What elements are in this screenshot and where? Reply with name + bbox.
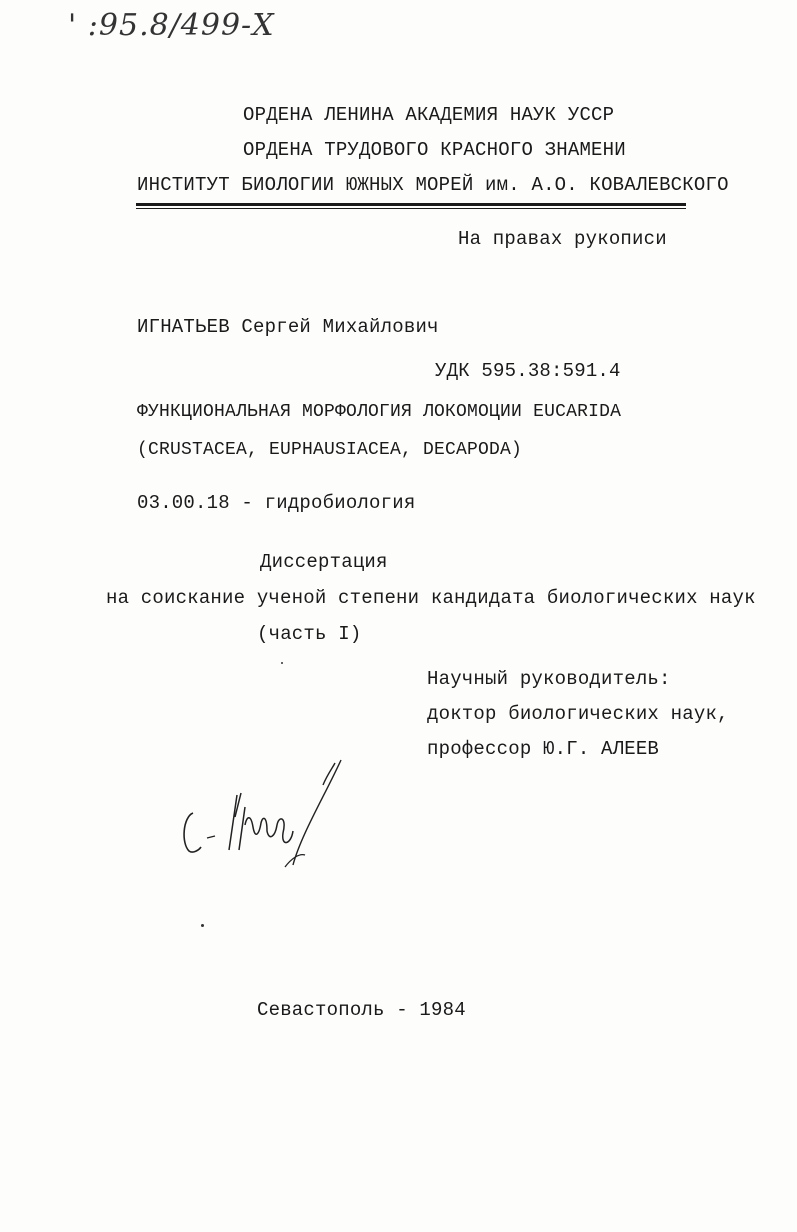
- header-line-1: ОРДЕНА ЛЕНИНА АКАДЕМИЯ НАУК УССР: [243, 104, 615, 126]
- author-name: ИГНАТЬЕВ Сергей Михайлович: [137, 316, 439, 338]
- signature-stroke: [184, 813, 201, 852]
- title-line-1: ФУНКЦИОНАЛЬНАЯ МОРФОЛОГИЯ ЛОКОМОЦИИ EUCARIDA: [137, 402, 622, 422]
- place-and-year: Севастополь - 1984: [257, 999, 466, 1021]
- dissertation-part: (часть I): [257, 623, 362, 645]
- supervisor-label: Научный руководитель:: [427, 668, 671, 690]
- udc-code: УДК 595.38:591.4: [435, 360, 621, 382]
- signature-stroke: [293, 760, 341, 865]
- signature-stroke: [229, 793, 245, 850]
- speck: [201, 924, 204, 927]
- archive-number: ' :95.8/499-Х: [68, 8, 275, 43]
- supervisor-name: профессор Ю.Г. АЛЕЕВ: [427, 738, 660, 760]
- header-line-3: ИНСТИТУТ БИОЛОГИИ ЮЖНЫХ МОРЕЙ им. А.О. КОВАЛЕВСКОГО: [137, 174, 729, 196]
- header-rule-thin: [136, 208, 686, 209]
- author-signature: [175, 755, 355, 875]
- signature-stroke: [207, 836, 215, 838]
- header-line-2: ОРДЕНА ТРУДОВОГО КРАСНОГО ЗНАМЕНИ: [243, 139, 626, 161]
- dissertation-label: Диссертация: [260, 551, 388, 573]
- speck: [281, 662, 283, 664]
- dissertation-purpose: на соискание ученой степени кандидата биологических наук: [106, 587, 756, 609]
- manuscript-note: На правах рукописи: [458, 228, 667, 250]
- supervisor-degree: доктор биологических наук,: [427, 703, 729, 725]
- signature-stroke: [245, 818, 293, 843]
- header-rule-thick: [136, 203, 686, 206]
- specialty: 03.00.18 - гидробиология: [137, 492, 416, 514]
- title-line-2: (CRUSTACEA, EUPHAUSIACEA, DECAPODA): [137, 440, 523, 460]
